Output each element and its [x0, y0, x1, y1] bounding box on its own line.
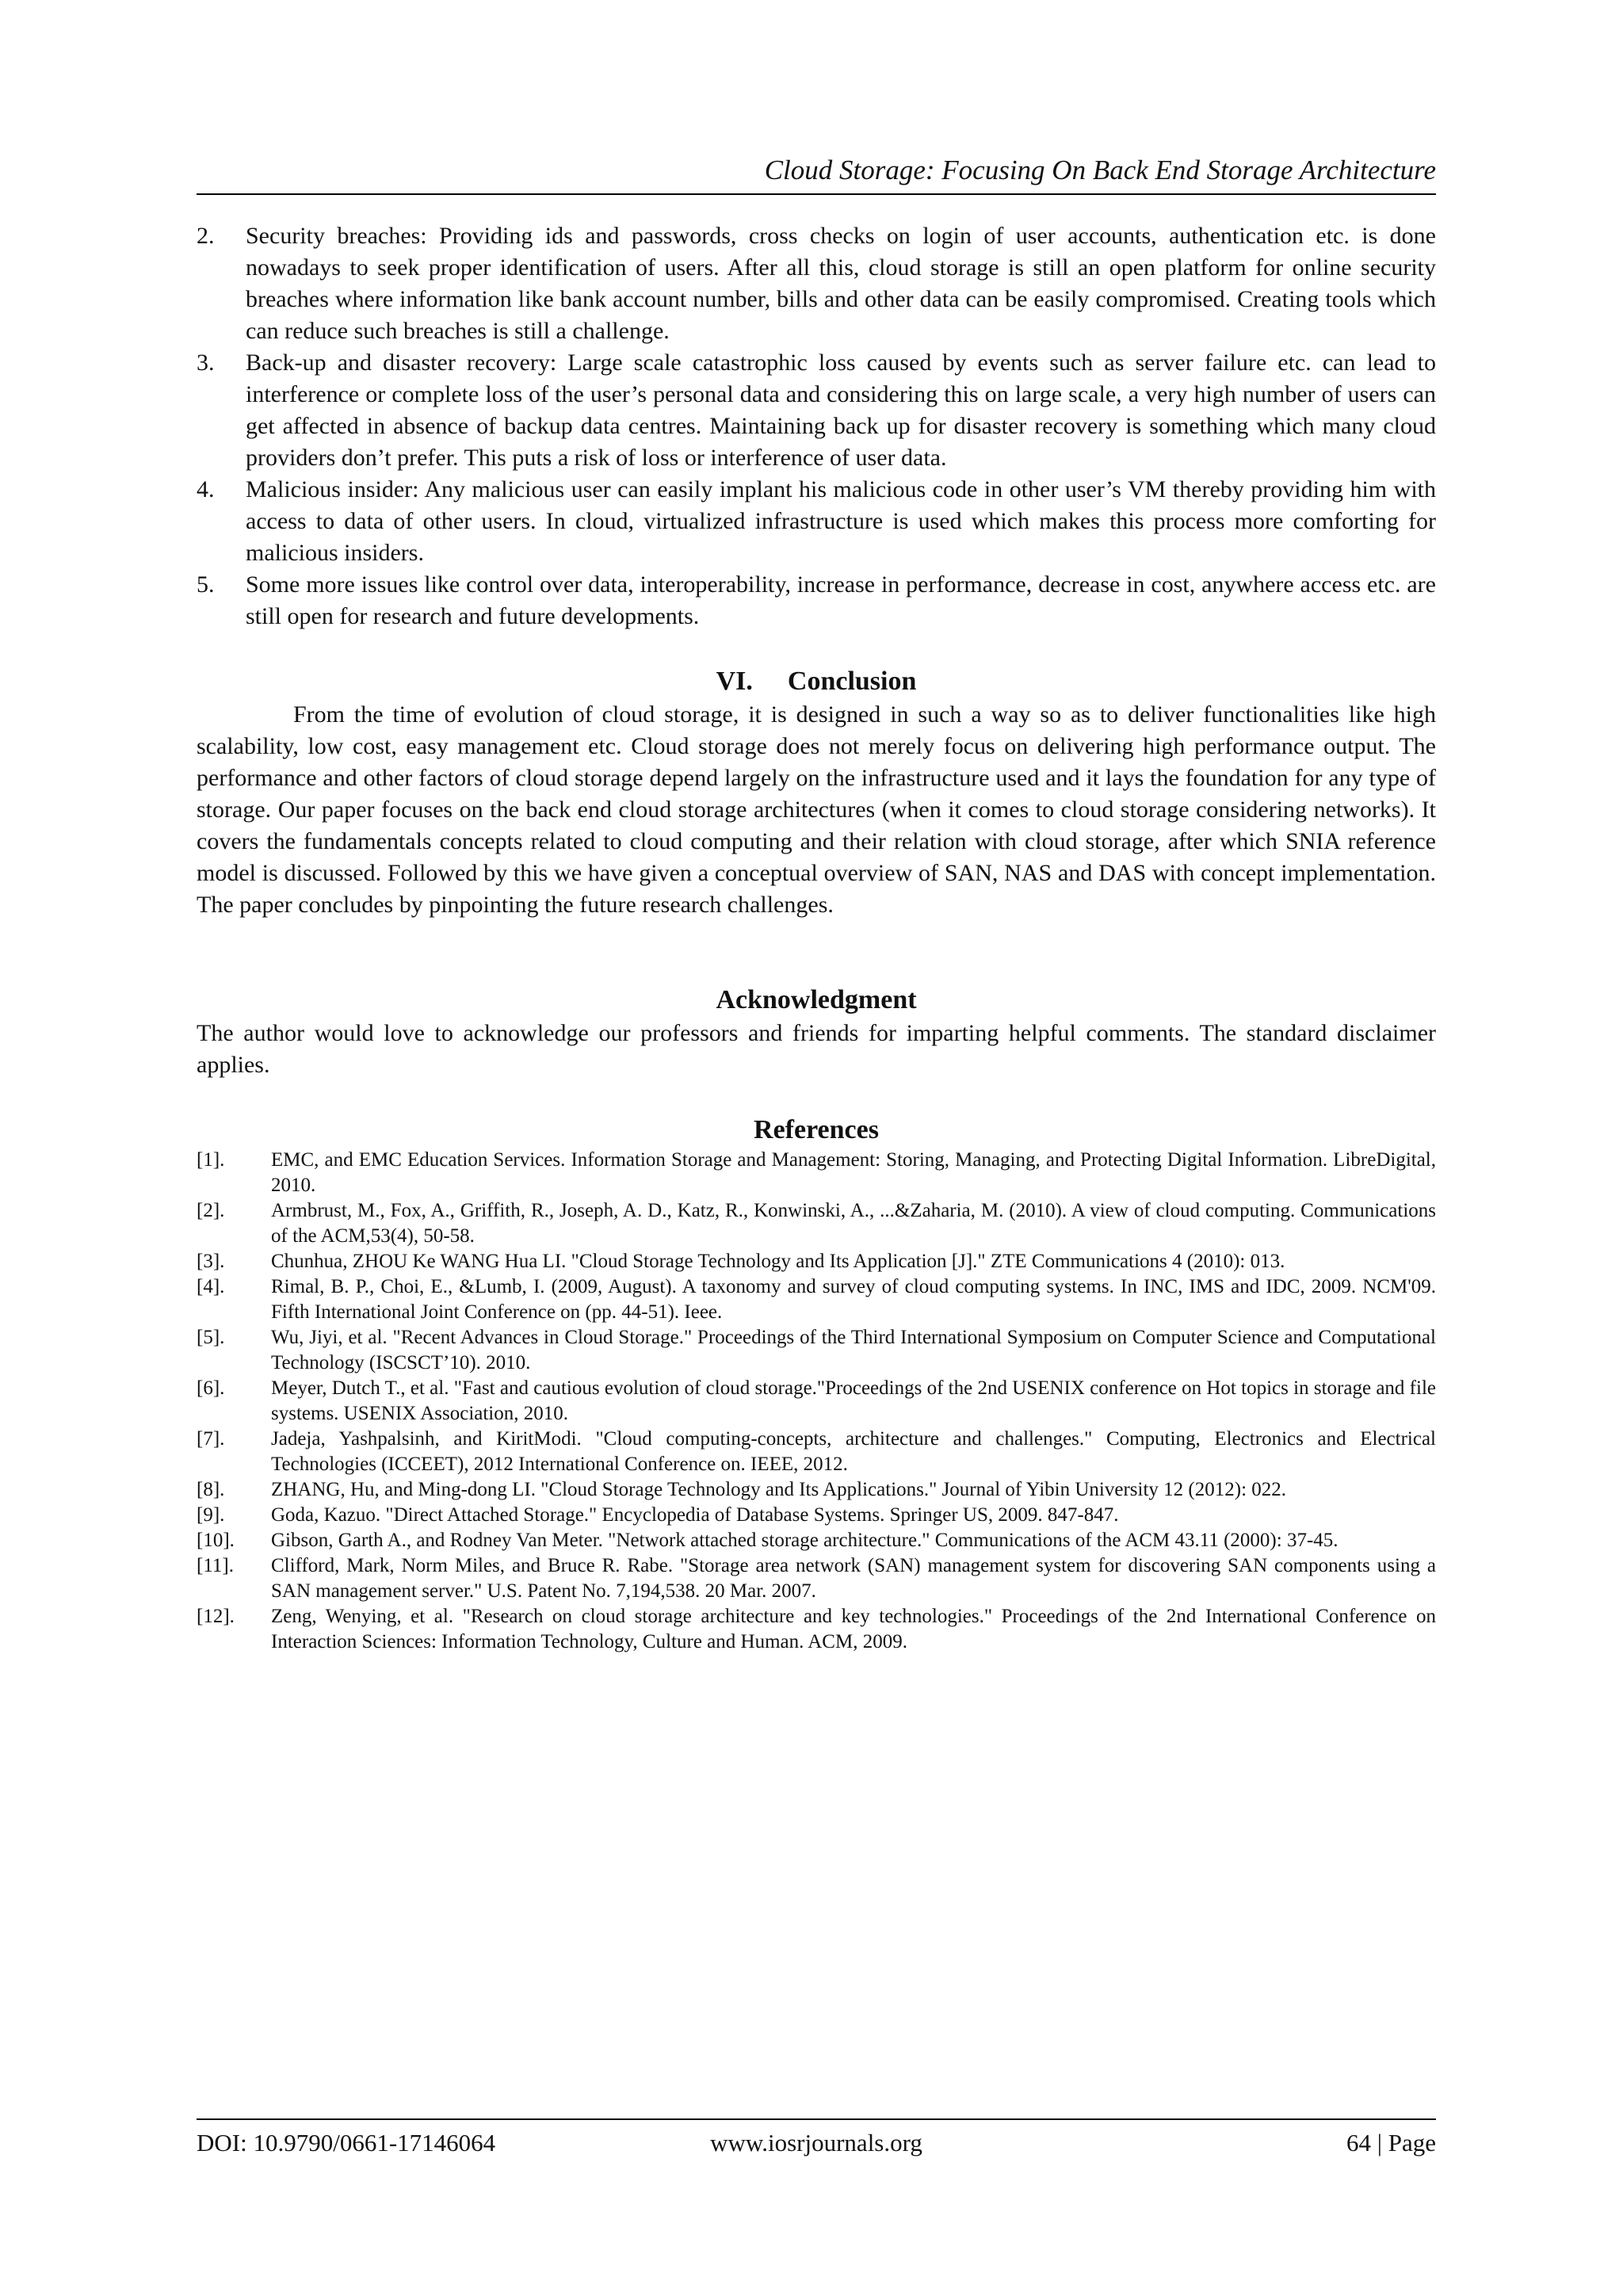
list-item-number: 2. [197, 223, 215, 249]
reference-text: Clifford, Mark, Norm Miles, and Bruce R. Rabe. "Storage area network (SAN) management system for discovering SAN components using a SAN management server." U.S. Patent No. 7,194,538. 20 Mar. 2007. [271, 1555, 1436, 1602]
conclusion-paragraph: From the time of evolution of cloud storage, it is designed in such a way so as to deliver functionalities like high scalability, low cost, easy management etc. Cloud storage does not merely focus on delivering high performance output. The performance and other factors of cloud storage depend largely on the infrastructure used and it lays the foundation for any type of storage. Our paper focuses on the back end cloud storage architectures (when it comes to cloud storage considering networks). It covers the fundamentals concepts related to cloud computing and their relation with cloud storage, after which SNIA reference model is discussed. Followed by this we have given a conceptual overview of SAN, NAS and DAS with concept implementation. The paper concludes by pinpointing the future research challenges. [197, 701, 1436, 918]
conclusion-heading [197, 664, 1436, 699]
reference-number: [3]. [197, 1251, 225, 1272]
reference-item [197, 1553, 1436, 1604]
footer-doi: DOI: 10.9790/0661-17146064 [197, 2129, 496, 2157]
reference-number: [12]. [197, 1606, 235, 1627]
list-item-text: Some more issues like control over data, interoperability, increase in performance, decrease in cost, anywhere access etc. are still open for research and future developments. [246, 571, 1436, 629]
reference-text: Jadeja, Yashpalsinh, and KiritModi. "Cloud computing-concepts, architecture and challenges." Computing, Electronics and Electrical Technologies (ICCEET), 2012 International Conference on. IEEE, 2012. [271, 1428, 1436, 1475]
reference-item [197, 1477, 1436, 1503]
reference-number: [9]. [197, 1504, 225, 1526]
reference-number: [1]. [197, 1149, 225, 1171]
reference-number: [2]. [197, 1200, 225, 1221]
list-item-text: Security breaches: Providing ids and passwords, cross checks on login of user accounts, authentication etc. is done nowadays to seek proper identification of users. After all this, cloud storage is still an open platform for online security breaches where information like bank account number, bills and other data can be easily compromised. Creating tools which can reduce such breaches is still a challenge. [246, 223, 1436, 344]
footer-page-number: 64 | Page [1346, 2129, 1436, 2157]
reference-number: [4]. [197, 1276, 225, 1297]
reference-item [197, 1274, 1436, 1325]
paper-page [197, 0, 1436, 2296]
reference-item [197, 1503, 1436, 1528]
reference-item [197, 1528, 1436, 1553]
acknowledgment-heading: Acknowledgment [716, 985, 917, 1014]
references-heading: References [754, 1115, 879, 1144]
reference-item [197, 1249, 1436, 1274]
reference-text: Goda, Kazuo. "Direct Attached Storage." Encyclopedia of Database Systems. Springer US, 2009. 847-847. [271, 1504, 1119, 1526]
reference-text: Zeng, Wenying, et al. "Research on cloud storage architecture and key technologies." Proceedings of the 2nd International Conference on Interaction Sciences: Information Technology, Culture and Human. ACM, 2009. [271, 1606, 1436, 1652]
footer-rule [197, 2118, 1436, 2120]
list-item-number: 3. [197, 350, 215, 376]
reference-text: Chunhua, ZHOU Ke WANG Hua LI. "Cloud Storage Technology and Its Application [J]." ZTE Communications 4 (2010): 013. [271, 1251, 1285, 1272]
reference-item [197, 1198, 1436, 1249]
reference-item [197, 1604, 1436, 1655]
reference-text: EMC, and EMC Education Services. Information Storage and Management: Storing, Managing, and Protecting Digital Information. LibreDigital, 2010. [271, 1149, 1436, 1196]
reference-text: Wu, Jiyi, et al. "Recent Advances in Cloud Storage." Proceedings of the Third International Symposium on Computer Science and Computational Technology (ISCSCT’10). 2010. [271, 1327, 1436, 1373]
reference-number: [11]. [197, 1555, 234, 1576]
list-item [197, 347, 1436, 474]
references-list [197, 1148, 1436, 1655]
list-item-text: Back-up and disaster recovery: Large scale catastrophic loss caused by events such as server failure etc. can lead to interference or complete loss of the user’s personal data and considering this on large scale, a very high number of users can get affected in absence of backup data centres. Maintaining back up for disaster recovery is something which many cloud providers don’t prefer. This puts a risk of loss or interference of user data. [246, 350, 1436, 471]
list-item [197, 220, 1436, 347]
reference-text: Armbrust, M., Fox, A., Griffith, R., Joseph, A. D., Katz, R., Konwinski, A., ...&Zaharia, M. (2010). A view of cloud computing. Communications of the ACM,53(4), 50-58. [271, 1200, 1436, 1247]
reference-text: Meyer, Dutch T., et al. "Fast and cautious evolution of cloud storage."Proceedings of the 2nd USENIX conference on Hot topics in storage and file systems. USENIX Association, 2010. [271, 1377, 1436, 1424]
reference-number: [8]. [197, 1479, 225, 1500]
list-item [197, 569, 1436, 632]
reference-item [197, 1376, 1436, 1427]
list-item-number: 4. [197, 476, 215, 502]
reference-item [197, 1427, 1436, 1477]
running-header: Cloud Storage: Focusing On Back End Storage Architecture [764, 155, 1436, 185]
reference-number: [6]. [197, 1377, 225, 1399]
reference-number: [10]. [197, 1530, 235, 1551]
reference-text: Rimal, B. P., Choi, E., &Lumb, I. (2009, August). A taxonomy and survey of cloud computing systems. In INC, IMS and IDC, 2009. NCM'09. Fifth International Joint Conference on (pp. 44-51). Ieee. [271, 1276, 1436, 1323]
reference-number: [5]. [197, 1327, 225, 1348]
list-item-text: Malicious insider: Any malicious user can easily implant his malicious code in other user’s VM thereby providing him with access to data of other users. In cloud, virtualized infrastructure is used which makes this process more comforting for malicious insiders. [246, 476, 1436, 566]
header-rule [197, 193, 1436, 195]
reference-item [197, 1148, 1436, 1198]
challenges-list [197, 220, 1436, 632]
footer-website: www.iosrjournals.org [710, 2129, 922, 2157]
page-footer [197, 2126, 1436, 2160]
acknowledgment-paragraph: The author would love to acknowledge our professors and friends for imparting helpful comments. The standard disclaimer applies. [197, 1020, 1436, 1078]
section-title: Conclusion [787, 667, 917, 696]
reference-text: ZHANG, Hu, and Ming-dong LI. "Cloud Storage Technology and Its Applications." Journal of Yibin University 12 (2012): 022. [271, 1479, 1287, 1500]
section-number: VI. [716, 667, 753, 696]
reference-text: Gibson, Garth A., and Rodney Van Meter. "Network attached storage architecture." Communications of the ACM 43.11 (2000): 37-45. [271, 1530, 1338, 1551]
reference-number: [7]. [197, 1428, 225, 1450]
list-item [197, 474, 1436, 569]
reference-item [197, 1325, 1436, 1376]
list-item-number: 5. [197, 571, 215, 598]
